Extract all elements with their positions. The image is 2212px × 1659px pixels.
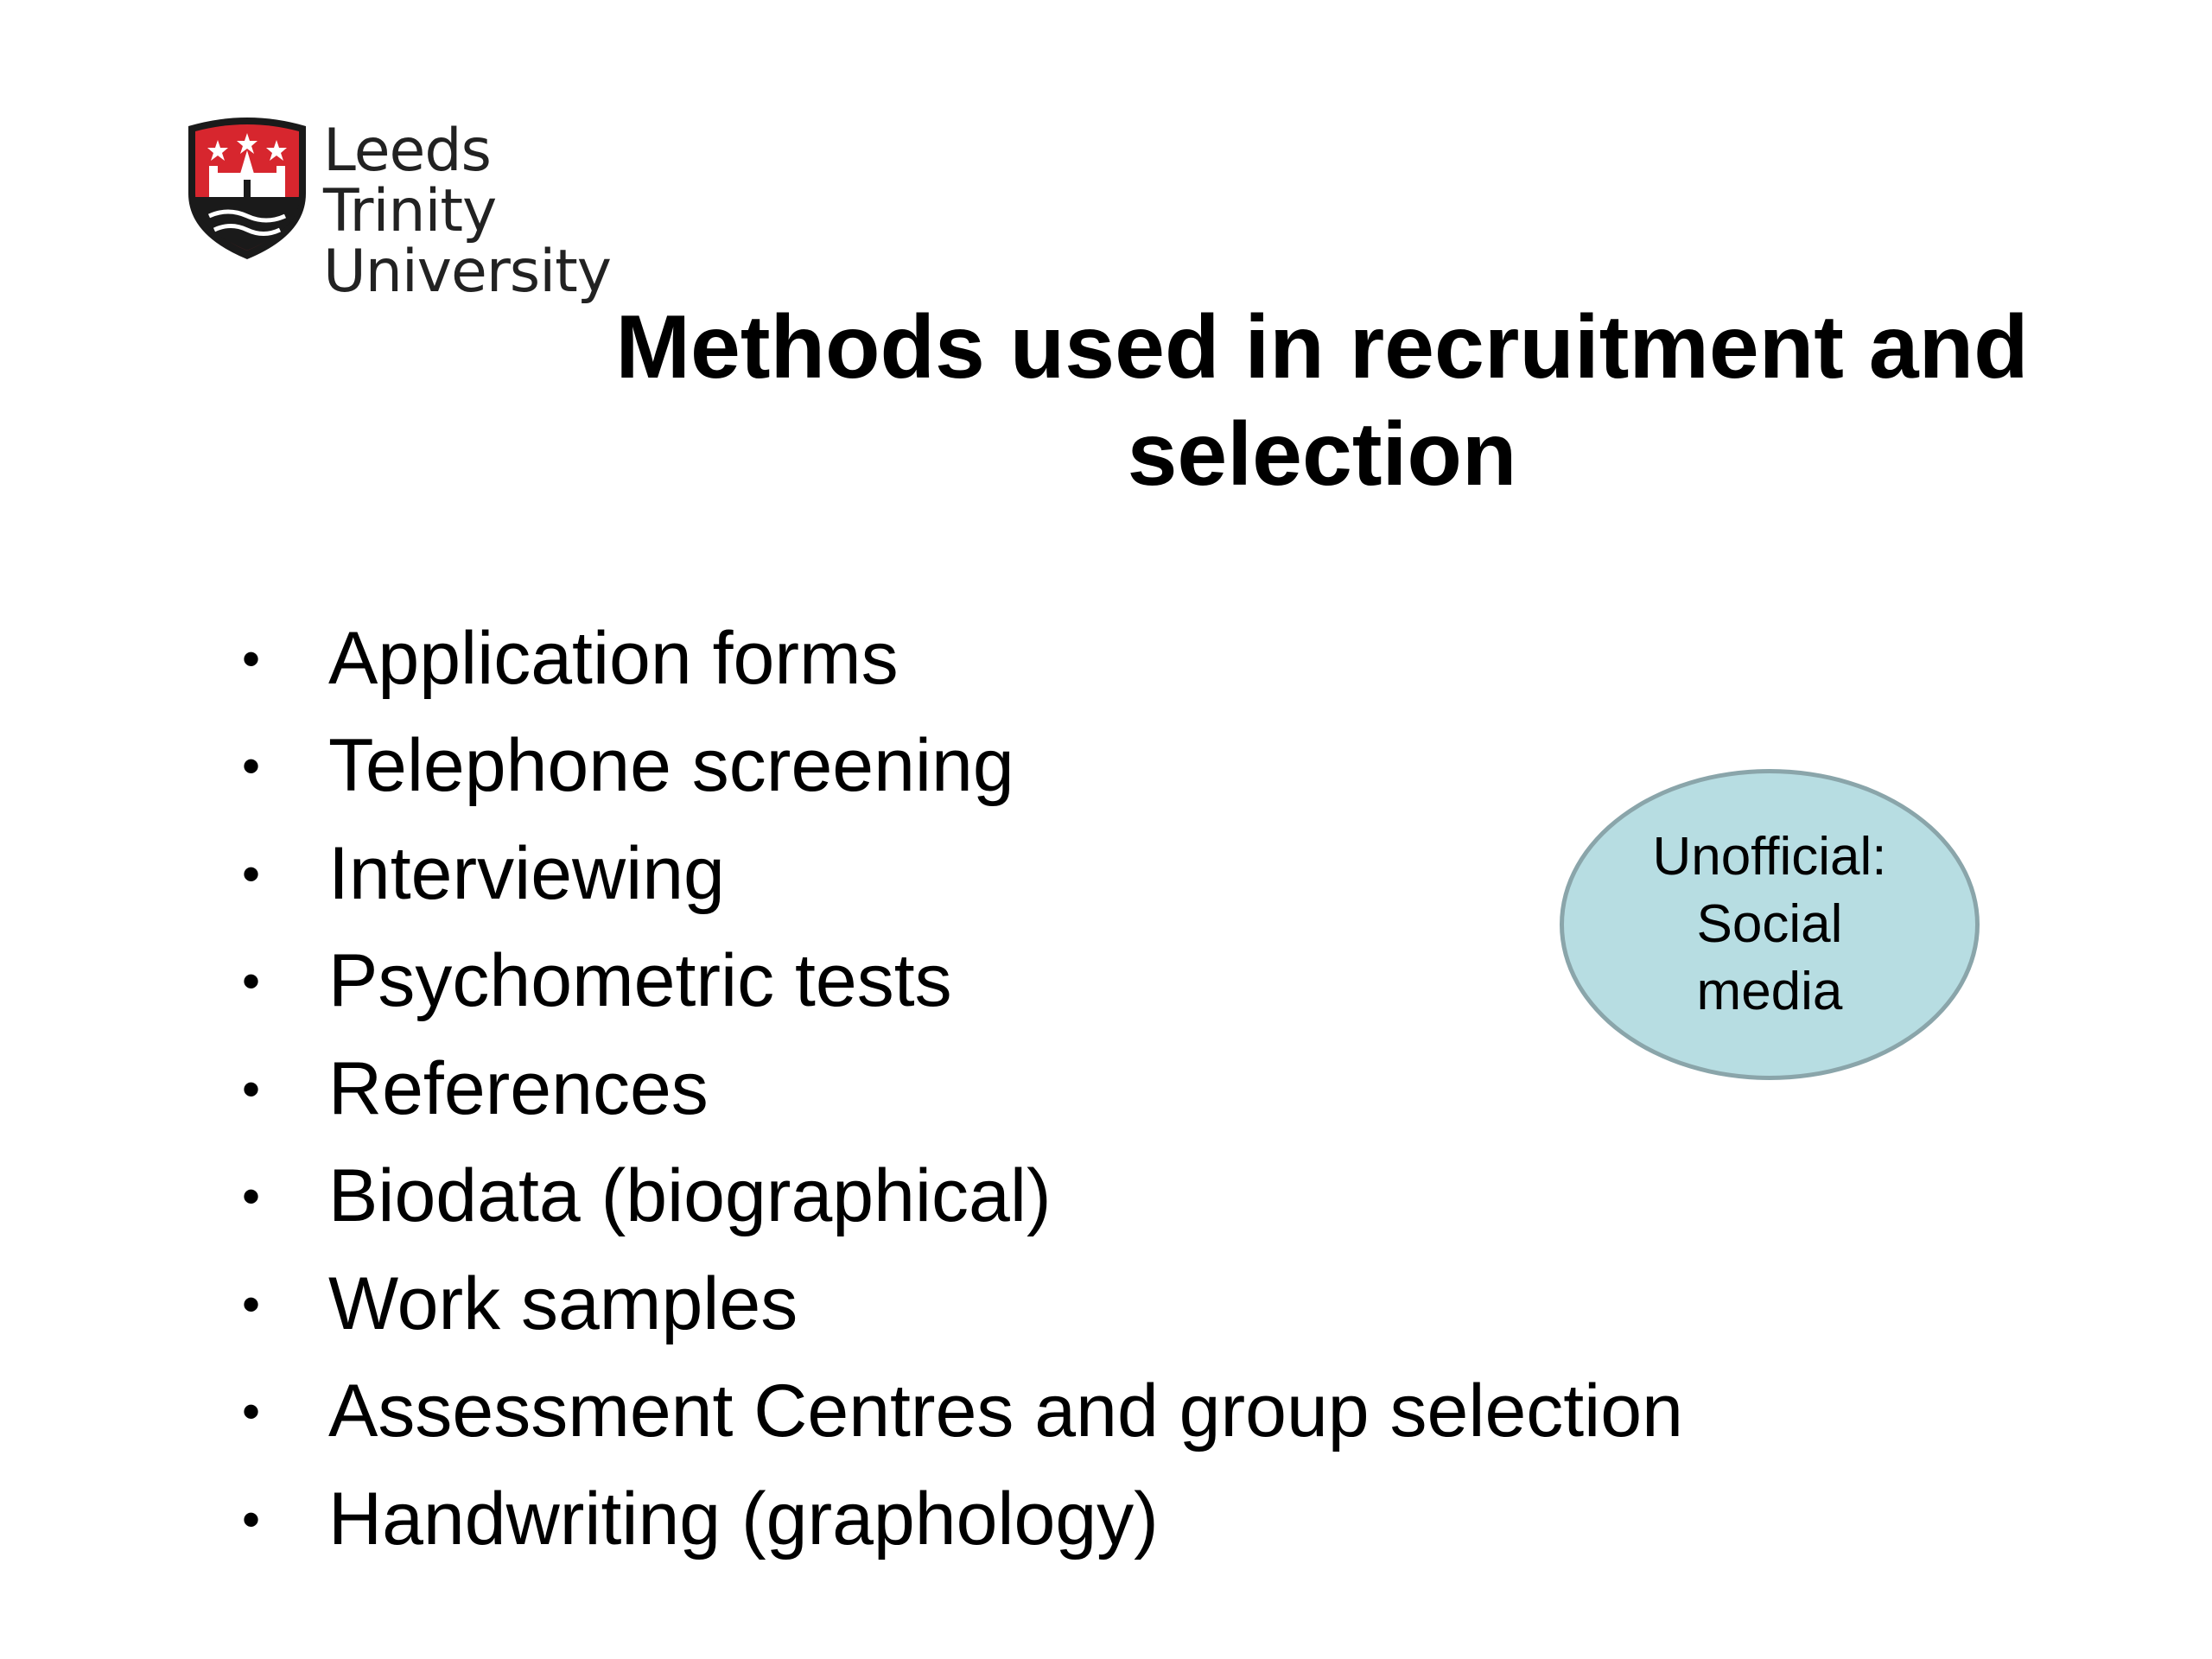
callout-line-1: Unofficial: xyxy=(1652,827,1887,887)
bullet-icon: • xyxy=(242,1490,261,1548)
bullet-icon: • xyxy=(242,1382,261,1441)
list-item xyxy=(233,1250,1683,1358)
list-item-label: Application forms xyxy=(328,616,899,700)
list-item-label: Biodata (biographical) xyxy=(328,1154,1052,1238)
list-item-label: Handwriting (graphology) xyxy=(328,1477,1159,1560)
logo-line-2: University xyxy=(323,238,612,306)
list-item-label: Psychometric tests xyxy=(328,939,952,1023)
list-item-label: References xyxy=(328,1046,709,1130)
logo-line-1: Leeds Trinity xyxy=(323,117,497,245)
list-item xyxy=(233,928,1683,1036)
bullet-icon: • xyxy=(242,1059,261,1118)
bullet-icon: • xyxy=(242,1274,261,1333)
callout-text xyxy=(1652,823,1886,1026)
list-item-label: Work samples xyxy=(328,1262,798,1345)
bullet-icon: • xyxy=(242,737,261,796)
list-item xyxy=(233,1465,1683,1573)
list-item xyxy=(233,605,1683,713)
callout-line-3: media xyxy=(1696,962,1843,1021)
shield-icon xyxy=(183,114,311,263)
methods-list xyxy=(233,605,1683,1573)
slide-title-line-2: selection xyxy=(1127,404,1517,505)
list-item xyxy=(233,1143,1683,1251)
list-item-label: Telephone screening xyxy=(328,724,1014,808)
list-item xyxy=(233,820,1683,928)
slide-title xyxy=(596,294,2048,508)
list-item xyxy=(233,1035,1683,1143)
social-media-callout xyxy=(1560,769,1980,1080)
callout-line-2: Social xyxy=(1696,894,1843,954)
list-item xyxy=(233,1358,1683,1466)
slide-title-line-1: Methods used in recruitment and xyxy=(615,297,2029,397)
bullet-icon: • xyxy=(242,629,261,688)
list-item-label: Interviewing xyxy=(328,831,725,915)
list-item xyxy=(233,713,1683,821)
bullet-icon: • xyxy=(242,1167,261,1226)
logo-wordmark xyxy=(323,117,667,306)
list-item-label: Assessment Centres and group selection xyxy=(328,1370,1683,1453)
university-logo xyxy=(183,114,667,306)
bullet-icon: • xyxy=(242,952,261,1011)
bullet-icon: • xyxy=(242,844,261,903)
